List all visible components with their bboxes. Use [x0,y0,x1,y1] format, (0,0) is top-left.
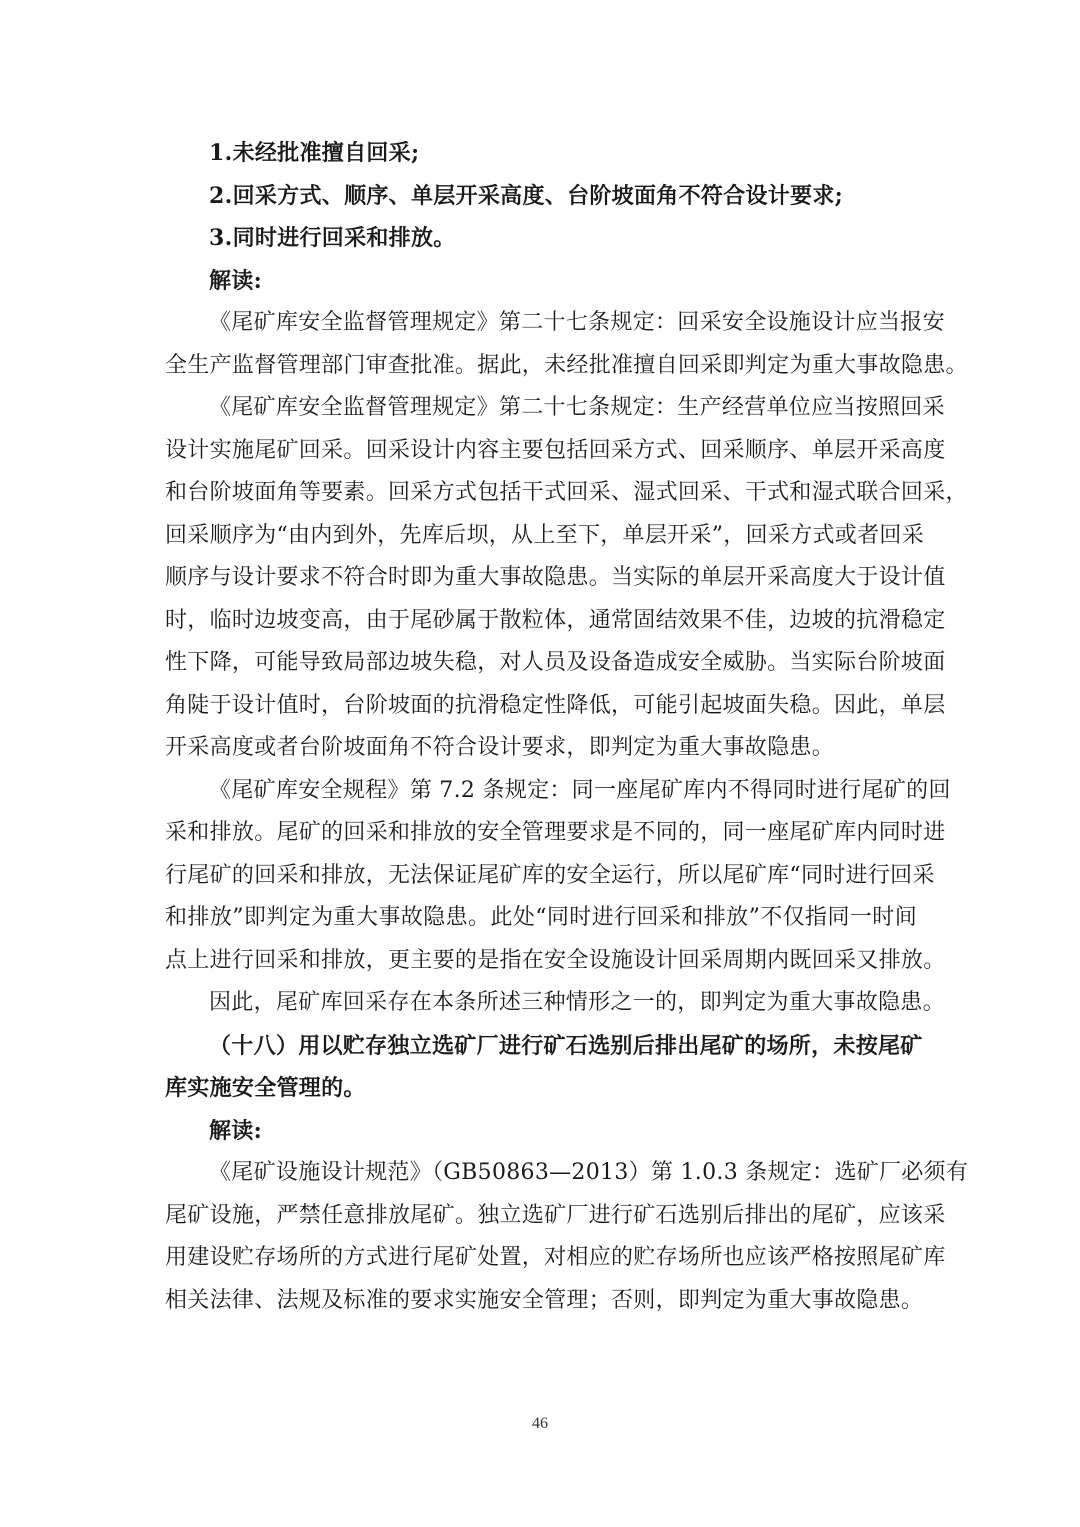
paragraph-line: 点上进行回采和排放，更主要的是指在安全设施设计回采周期内既回采又排放。 [165,947,946,973]
paragraph-4: 因此，尾矿库回采存在本条所述三种情形之一的，即判定为重大事故隐患。 [209,990,945,1015]
item-1: 1.未经批准擅自回采; [209,140,420,166]
paragraph-1 [165,302,968,387]
paragraph-line: 设计实施尾矿回采。回采设计内容主要包括回采方式、回采顺序、单层开采高度 [165,437,946,463]
paragraph-line: 性下降，可能导致局部边坡失稳，对人员及设备造成安全威胁。当实际台阶坡面 [165,650,946,675]
paragraph-line: 用建设贮存场所的方式进行尾矿处置，对相应的贮存场所也应该严格按照尾矿库 [165,1245,946,1270]
paragraph-2 [165,387,968,770]
paragraph-line: 顺序与设计要求不符合时即为重大事故隐患。当实际的单层开采高度大于设计值 [165,565,946,590]
item-2: 2.回采方式、顺序、单层开采高度、台阶坡面角不符合设计要求; [209,182,844,209]
section-18-heading [165,1025,923,1110]
paragraph-line: 《尾矿设施设计规范》（GB50863—2013）第 1.0.3 条规定：选矿厂必须有 [209,1160,969,1185]
item-3: 3.同时进行回采和排放。 [209,225,456,251]
paragraph-line: 回采顺序为“由内到外，先库后坝，从上至下，单层开采”，回采方式或者回采 [165,522,924,548]
paragraph-5 [165,1152,969,1322]
paragraph-line: 行尾矿的回采和排放，无法保证尾矿库的安全运行，所以尾矿库“同时进行回采 [165,862,935,888]
paragraph-line: 《尾矿库安全监督管理规定》第二十七条规定：生产经营单位应当按照回采 [209,395,945,420]
paragraph-line: 时，临时边坡变高，由于尾砂属于散粒体，通常固结效果不佳，边坡的抗滑稳定 [165,607,946,633]
document-body [165,132,969,1322]
paragraph-line: 相关法律、法规及标准的要求实施安全管理；否则，即判定为重大事故隐患。 [165,1287,924,1313]
paragraph-line: 角陡于设计值时，台阶坡面的抗滑稳定性降低，可能引起坡面失稳。因此，单层 [165,692,946,718]
paragraph-line: 开采高度或者台阶坡面角不符合设计要求，即判定为重大事故隐患。 [165,735,835,760]
paragraph-line: 《尾矿库安全监督管理规定》第二十七条规定：回采安全设施设计应当报安 [209,310,945,335]
paragraph-line: 和台阶坡面角等要素。回采方式包括干式回采、湿式回采、干式和湿式联合回采， [165,480,968,505]
paragraph-line: 采和排放。尾矿的回采和排放的安全管理要求是不同的，同一座尾矿库内同时进 [165,820,946,845]
paragraph-line: 和排放”即判定为重大事故隐患。此处“同时进行回采和排放”不仅指同一时间 [165,905,917,930]
paragraph-line: 全生产监督管理部门审查批准。据此，未经批准擅自回采即判定为重大事故隐患。 [165,352,968,378]
heading-line: 库实施安全管理的。 [165,1075,366,1101]
interpretation-heading: 解读: [209,267,263,294]
heading-line: （十八）用以贮存独立选矿厂进行矿石选别后排出尾矿的场所，未按尾矿 [209,1032,923,1059]
page-number: 46 [532,1415,548,1432]
paragraph-line: 《尾矿库安全规程》第 7.2 条规定：同一座尾矿库内不得同时进行尾矿的回 [209,777,951,803]
paragraph-line: 尾矿设施，严禁任意排放尾矿。独立选矿厂进行矿石选别后排出的尾矿，应该采 [165,1202,946,1228]
interpretation-heading: 解读: [209,1117,263,1144]
paragraph-3 [165,770,951,983]
